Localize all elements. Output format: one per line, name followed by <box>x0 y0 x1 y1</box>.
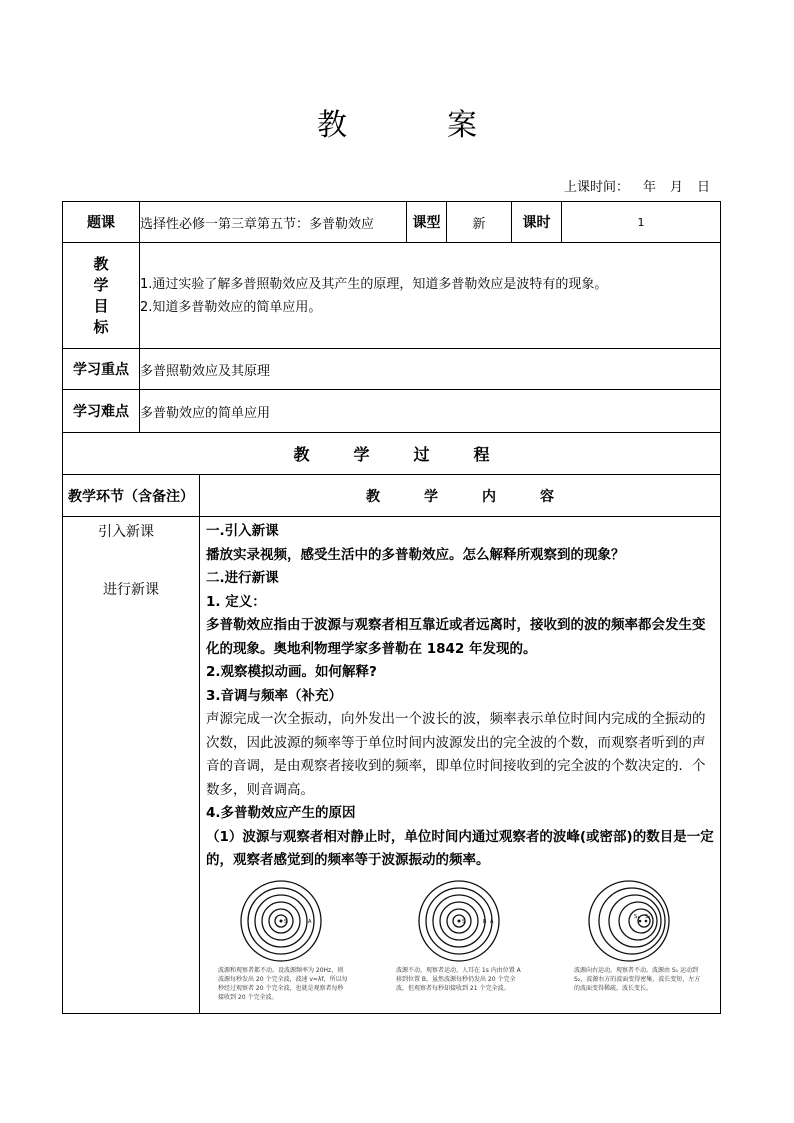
content-row <box>63 517 721 1014</box>
focus-label: 学习重点 <box>63 349 140 390</box>
stage-new: 进行新课 <box>103 582 159 598</box>
content-line: 播放实录视频，感受生活中的多普勒效应。怎么解释所观察到的现象？ <box>206 546 625 563</box>
content-line: 一.引入新课 <box>206 523 279 539</box>
stage-header: 教学环节（含备注） <box>63 475 200 517</box>
goals-label <box>63 243 140 349</box>
figure-moving-source <box>574 879 704 1002</box>
goals-label-char: 学 <box>93 275 109 294</box>
page-title <box>0 100 794 144</box>
doppler-figures <box>206 879 714 1002</box>
stage-intro: 引入新课 <box>98 524 154 540</box>
date-label: 上课时间： <box>563 180 629 195</box>
figure-caption: 波源向右运动，观察者不动。波源由 S₁ 运动到 S₂，波源右方的波面变得密集，波长变短，左方的波面变得稀疏，波长变长。 <box>574 966 701 992</box>
content-line: 4.多普勒效应产生的原因 <box>206 805 356 821</box>
difficulty-label: 学习难点 <box>63 390 140 433</box>
content-header-char: 容 <box>540 488 554 505</box>
goals-label-char: 标 <box>93 317 109 336</box>
section-header-row <box>63 475 721 517</box>
difficulty-value: 多普勒效应的简单应用 <box>140 390 721 433</box>
lesson-plan-table <box>62 201 721 1014</box>
content-header-char: 学 <box>424 488 438 505</box>
content-header-char: 教 <box>366 488 380 505</box>
figure-stationary <box>218 879 348 1002</box>
goal-item: 2.知道多普勒效应的简单应用。 <box>140 299 322 315</box>
moving-observer-diagram <box>396 879 526 964</box>
figure-caption: 波源不动，观察者运动，人耳在 1s 内由位置 A 移到位置 B，虽然波源每秒仍发出 20 个完全波，但观察者每秒却接收到 21 个完全波。 <box>396 966 521 992</box>
content-header-char: 内 <box>482 488 496 505</box>
content-paragraph: 多普勒效应指由于波源与观察者相互靠近或者远离时，接收到的波的频率都会发生变化的现象。奥地利物理学家多普勒在 1842 年发现的。 <box>206 617 706 657</box>
moving-source-diagram <box>574 879 704 964</box>
difficulty-row <box>63 390 721 433</box>
date-year: 年 <box>642 180 656 195</box>
goals-label-char: 目 <box>93 296 109 315</box>
goals-label-char: 教 <box>93 254 109 273</box>
title-part1: 教 <box>317 108 347 143</box>
source-label: S <box>284 918 288 925</box>
date-month: 月 <box>669 180 683 195</box>
goals-content <box>140 243 721 349</box>
content-column <box>200 517 721 1014</box>
focus-value: 多普照勒效应及其原理 <box>140 349 721 390</box>
content-line: 二.进行新课 <box>206 570 279 586</box>
goal-item: 1.通过实验了解多普照勒效应及其产生的原理，知道多普勒效应是波特有的现象。 <box>140 276 608 292</box>
process-row <box>63 433 721 475</box>
figure-caption: 波源和观察者都不动。设波源频率为 20Hz，则波源每秒发出 20 个完全波，波速 v=λf，所以每秒经过观察者 20 个完全波，也就是观察者每秒接收到 20 个完全波。 <box>218 966 348 1001</box>
source-end-label: S₂ <box>645 913 651 920</box>
title-part2: 案 <box>447 108 477 143</box>
content-line: 2.观察模拟动画。如何解释? <box>206 664 377 680</box>
topic-row <box>63 202 721 243</box>
date-day: 日 <box>696 180 710 195</box>
content-line: 1. 定义： <box>206 593 266 610</box>
type-value: 新 <box>447 202 512 243</box>
stage-column <box>63 517 200 1014</box>
hours-label: 课时 <box>512 202 562 243</box>
process-heading <box>63 433 721 475</box>
position-b-label: B <box>483 918 487 925</box>
stationary-waves-diagram <box>218 879 348 964</box>
content-line: 3.音调与频率（补充） <box>206 687 343 704</box>
observer-label: A <box>308 918 312 925</box>
source-label: S <box>462 918 466 925</box>
source-start-label: S₁ <box>634 913 640 920</box>
hours-value: 1 <box>562 202 721 243</box>
content-paragraph: 声源完成一次全振动，向外发出一个波长的波，频率表示单位时间内完成的全振动的次数，因此波源的频率等于单位时间内波源发出的完全波的个数，而观察者听到的声音的音调，是由观察者接收到的频率，即单位时间接收到的完全波的个数决定的．个数多，则音调高。 <box>206 711 706 798</box>
figure-moving-observer <box>396 879 526 1002</box>
process-char: 学 <box>353 445 370 464</box>
process-char: 过 <box>413 445 430 464</box>
content-paragraph: （1）波源与观察者相对静止时，单位时间内通过观察者的波峰(或密部)的数目是一定的，观察者感觉到的频率等于波源振动的频率。 <box>206 828 714 868</box>
topic-label: 题课 <box>63 202 140 243</box>
goals-row <box>63 243 721 349</box>
process-char: 教 <box>293 445 310 464</box>
topic-value: 选择性必修一第三章第五节：多普勒效应 <box>140 202 407 243</box>
content-header <box>200 475 721 517</box>
process-char: 程 <box>473 445 490 464</box>
type-label: 课型 <box>407 202 447 243</box>
class-date <box>564 176 710 195</box>
position-a-label: A <box>490 918 494 925</box>
focus-row <box>63 349 721 390</box>
